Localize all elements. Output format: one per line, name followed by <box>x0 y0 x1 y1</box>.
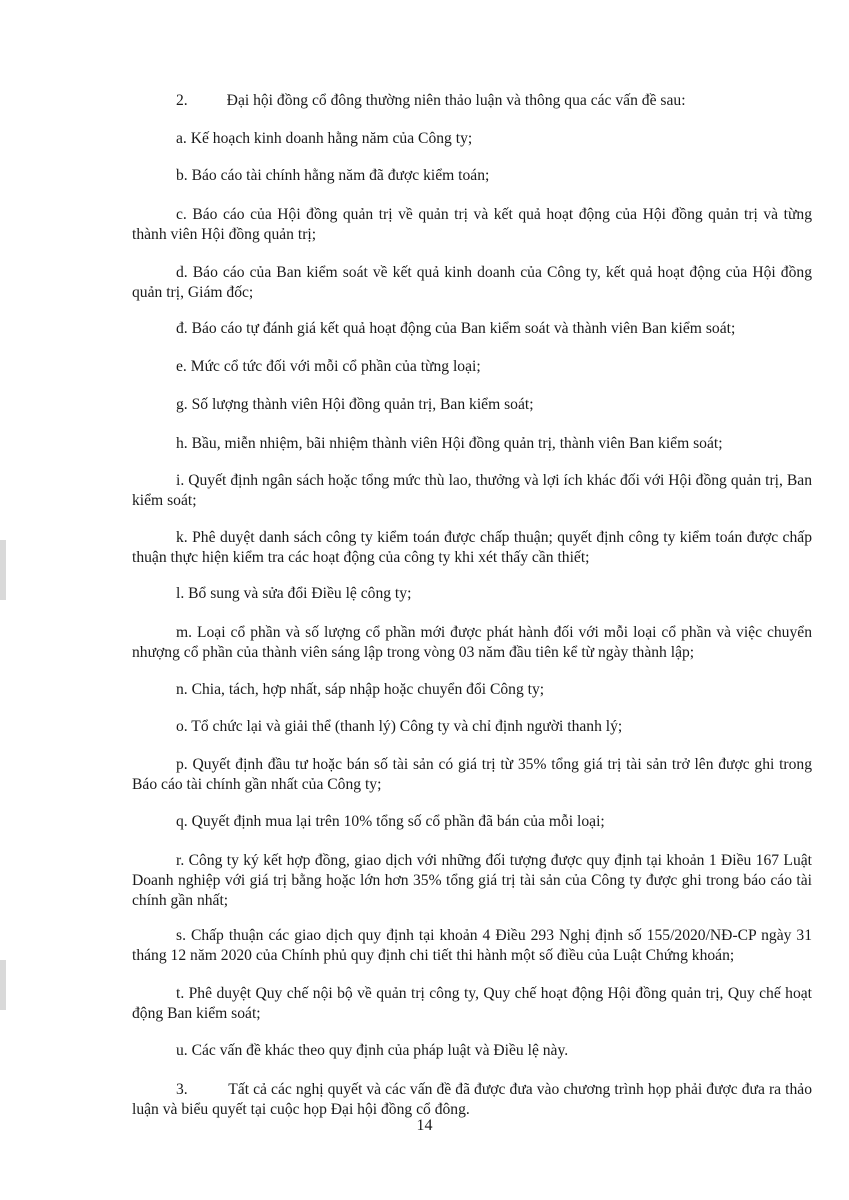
item-dd: đ. Báo cáo tự đánh giá kết quả hoạt động của Ban kiểm soát và thành viên Ban kiểm soát; <box>176 320 736 337</box>
item-e: e. Mức cổ tức đối với mỗi cổ phần của từng loại; <box>176 358 481 375</box>
item-g: g. Số lượng thành viên Hội đồng quản trị, Ban kiểm soát; <box>176 396 534 413</box>
paragraph-3: 3. Tất cả các nghị quyết và các vấn đề đã được đưa vào chương trình họp phải được đưa ra thảo luận và biểu quyết tại cuộc họp Đại hội đồng cổ đông. <box>132 1081 812 1118</box>
page-number: 14 <box>416 1117 433 1134</box>
item-h: h. Bầu, miễn nhiệm, bãi nhiệm thành viên Hội đồng quản trị, thành viên Ban kiểm soát; <box>176 435 723 452</box>
item-n: n. Chia, tách, hợp nhất, sáp nhập hoặc chuyển đổi Công ty; <box>176 681 545 698</box>
scan-edge-mark <box>0 540 6 600</box>
item-k: k. Phê duyệt danh sách công ty kiểm toán được chấp thuận; quyết định công ty kiểm toán được chấp thuận thực hiện kiểm tra các hoạt động của công ty khi xét thấy cần thiết; <box>132 529 812 566</box>
item-s: s. Chấp thuận các giao dịch quy định tại khoản 4 Điều 293 Nghị định số 155/2020/NĐ-CP ngày 31 tháng 12 năm 2020 của Chính phủ quy định chi tiết thi hành một số điều của Luật Chứng khoán; <box>132 927 812 964</box>
item-i: i. Quyết định ngân sách hoặc tổng mức thù lao, thưởng và lợi ích khác đối với Hội đồng quản trị, Ban kiểm soát; <box>132 472 812 509</box>
item-o: o. Tổ chức lại và giải thể (thanh lý) Công ty và chỉ định người thanh lý; <box>176 718 623 735</box>
scan-edge-mark <box>0 960 6 1010</box>
item-r: r. Công ty ký kết hợp đồng, giao dịch với những đối tượng được quy định tại khoản 1 Điều 167 Luật Doanh nghiệp với giá trị bằng hoặc lớn hơn 35% tổng giá trị tài sản của Công ty được ghi trong báo cáo tài chính gần nhất; <box>132 852 812 909</box>
item-l: l. Bổ sung và sửa đổi Điều lệ công ty; <box>176 585 412 602</box>
item-d: d. Báo cáo của Ban kiểm soát về kết quả kinh doanh của Công ty, kết quả hoạt động của Hội đồng quản trị, Giám đốc; <box>132 264 812 301</box>
item-m: m. Loại cổ phần và số lượng cổ phần mới được phát hành đối với mỗi loại cổ phần và việc chuyển nhượng cổ phần của thành viên sáng lập trong vòng 03 năm đầu tiên kể từ ngày thành lập; <box>132 624 812 661</box>
item-p: p. Quyết định đầu tư hoặc bán số tài sản có giá trị từ 35% tổng giá trị tài sản trở lên được ghi trong Báo cáo tài chính gần nhất của Công ty; <box>132 756 812 793</box>
paragraph-2: 2. Đại hội đồng cổ đông thường niên thảo luận và thông qua các vấn đề sau: <box>176 92 686 109</box>
item-q: q. Quyết định mua lại trên 10% tổng số cổ phần đã bán của mỗi loại; <box>176 813 605 830</box>
item-c: c. Báo cáo của Hội đồng quản trị về quản trị và kết quả hoạt động của Hội đồng quản trị và từng thành viên Hội đồng quản trị; <box>132 206 812 243</box>
item-b: b. Báo cáo tài chính hằng năm đã được kiểm toán; <box>176 167 490 184</box>
item-a: a. Kế hoạch kinh doanh hằng năm của Công ty; <box>176 130 473 147</box>
item-u: u. Các vấn đề khác theo quy định của pháp luật và Điều lệ này. <box>176 1042 569 1059</box>
item-t: t. Phê duyệt Quy chế nội bộ về quản trị công ty, Quy chế hoạt động Hội đồng quản trị, Quy chế hoạt động Ban kiểm soát; <box>132 985 812 1022</box>
